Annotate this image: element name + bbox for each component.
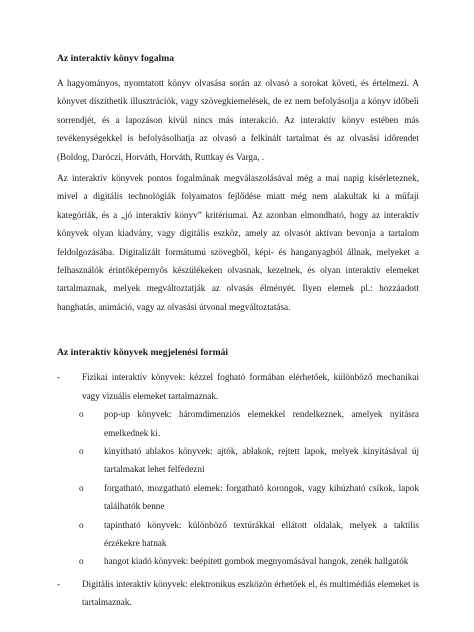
sub-item-text: pop-up könyvek: háromdimenziós elemekkel rendelkeznek, amelyek nyitásra emelkednek ki.	[104, 409, 419, 438]
circle-bullet: o	[79, 519, 84, 530]
list-item-digital	[57, 575, 419, 612]
sub-item-tactile	[32, 516, 419, 553]
sub-item-window	[32, 442, 419, 479]
circle-bullet: o	[79, 445, 84, 456]
circle-bullet: o	[79, 556, 84, 567]
list-item-physical	[57, 368, 419, 405]
circle-bullet: o	[79, 409, 84, 420]
sub-item-text: tapintható könyvek: különböző textúrákkal ellátott oldalak, melyek a taktilis érzékekre hatnak	[104, 519, 419, 548]
dash-bullet: -	[57, 372, 61, 383]
paragraph-interactive-definition: Az interaktív könyvek pontos fogalmának megválaszolásával még a mai napig kísérleteznek, mivel a digitális technológiák folyamatos fejlődése miatt még nem alakultak ki a műfaji kategóriák, és a „jó interaktív könyv” kritériumai. Az azonban elmondható, hogy az interaktív könyvek olyan kiadvány, vagy digitális eszköz, amely az olvasót aktívan bevonja a tartalom feldolgozásába. Digitalizált formátumú szövegből, képi- és hanganyagból állnak, melyeket a felhasználók érintőképernyős készülékeken olvasnak, kezelnek, és olyan interaktív elemeket tartalmaznak, melyek megváltoztatják az olvasás élményét. Ilyen elemek pl.: hozzáadott hanghatás, animáció, vagy az olvasási útvonal megváltoztatása.	[57, 173, 419, 312]
dash-bullet: -	[57, 578, 61, 589]
sub-item-text: forgatható, mozgatható elemek: forgatható korongok, vagy kihúzható csíkok, lapok találhatók benne	[104, 482, 419, 512]
sub-item-popup	[32, 405, 419, 442]
sub-item-text: kinyitható ablakos könyvek: ajtók, ablakok, rejtett lapok, melyek kinyitásával új tartalmakat lehet felfedezni	[104, 445, 419, 475]
circle-bullet: o	[79, 482, 84, 493]
sub-item-rotating	[32, 479, 419, 516]
paragraph-traditional-book: A hagyományos, nyomtatott könyv olvasása során az olvasó a sorokat követi, és értelmezi. A könyvet díszíthetik illusztrációk, vagy szövegkiemelések, de ez nem befolyásolja a könyv időbeli sorrendjét, és a lapozáson kívül nincs más interakció. Az interaktív könyv estében más tevékenységekkel is befolyásolhatja az olvasó a felkínált tartalmat és az olvasási időrendet (Boldog, Daróczi, Horváth, Horváth, Ruttkay és Varga, .	[57, 78, 419, 162]
list-item-text: Digitális interaktív könyvek: elektronikus eszközön érhetőek el, és multimédiás elemeket is tartalmaznak.	[82, 578, 419, 608]
sub-item-sound	[32, 552, 419, 570]
section-heading-forms: Az interaktív könyvek megjelenési formái	[57, 347, 229, 359]
sub-item-text: hangot kiadó könyvek: beépített gombok megnyomásával hangok, zenék hallgatók	[104, 556, 409, 567]
list-item-text: Fizikai interaktív könyvek: kézzel fogható formában elérhetőek, különböző mechanikai vagy vizuális elemeket tartalmaznak.	[82, 372, 419, 401]
document-content	[57, 52, 419, 612]
section-heading-concept: Az interaktív könyv fogalma	[57, 53, 174, 64]
